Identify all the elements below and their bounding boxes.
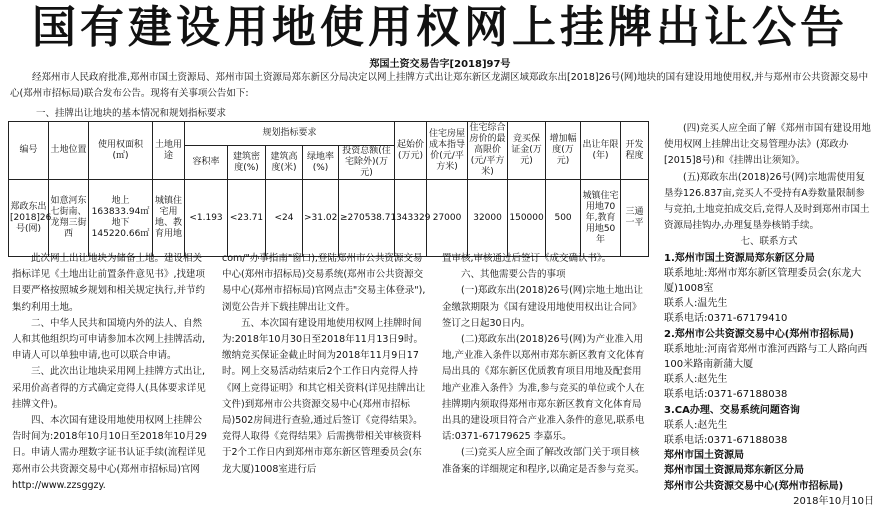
- header-no: 编号: [9, 122, 49, 180]
- contact-org: 1.郑州市国土资源局郑东新区分局: [664, 252, 815, 264]
- header-increment: 增加幅度(万元): [546, 122, 581, 180]
- intro-paragraph: 经郑州市人民政府批准,郑州市国土资源局、郑州市国土资源局郑东新区分局决定以网上挂牌方式出让郑东新区龙湖区域郑政东出[2018]26号(网)地块的国有建设用地使用权,并与郑州市公共资源交易中心(郑州市招标局)联合发布公告。现将有关事项公告如下:: [10, 72, 869, 99]
- contact-person: 联系人:赵先生: [664, 374, 728, 386]
- signature-org: 郑州市公共资源交易中心(郑州市招标局): [664, 480, 844, 492]
- paragraph: 置审核,审核通过后签订《成交确认书》。: [442, 253, 612, 264]
- header-deposit: 竞买保证金(万元): [508, 122, 546, 180]
- header-term: 出让年限(年): [581, 122, 621, 180]
- signature-org: 郑州市国土资源局: [664, 450, 744, 462]
- contact-org: 2.郑州市公共资源交易中心(郑州市招标局): [664, 328, 854, 340]
- notice-title: 国有建设用地使用权网上挂牌出让公告: [32, 2, 848, 53]
- paragraph: (二)郑政东出(2018)26号(网)为产业准入用地,产业准入条件以郑州市郑东新区教育文化体育局出具的《郑东新区优质教育项目用地及配套用地产业准入条件》为准,参与竞买的单位或个人在挂牌期内须取得郑州市郑东新区教育文化体育局出具的建设项目符合产业准入条件的意见,联系电话:0371-67179625 李嘉乐。: [442, 334, 645, 443]
- cell-house-price: 27000: [427, 180, 468, 257]
- header-start-price: 起始价(万元): [395, 122, 427, 180]
- header-planning: 规划指标要求: [185, 122, 395, 146]
- paragraph: (一)郑政东出(2018)26号(网)宗地土地出让金缴款期限为《国有建设用地使用权出让合同》签订之日起30日内。: [442, 285, 644, 329]
- paragraph: 四、本次国有建设用地使用权网上挂牌公告时间为:2018年10月10日至2018年10月29日。申请人需办理数字证书认证手续(流程详见郑州市公共资源交易中心(郑州市招标局)官网http://www.zzsggzy.: [12, 415, 207, 491]
- paragraph: 六、其他需要公告的事项: [461, 269, 566, 281]
- paragraph: 此次网上出让地块为储备土地。建设相关指标详见《土地出让前置条件意见书》,找建项目要严格按照城乡规划和相关规定执行,并节约集约利用土地。: [12, 253, 206, 313]
- text-column-3: [442, 251, 648, 478]
- header-use: 土地用途: [153, 122, 185, 180]
- header-green: 绿地率(%): [303, 146, 339, 180]
- paragraph: (三)竞买人应全面了解改改部门关于项目核准备案的详细规定和程序,以确定是否参与竞买。: [442, 447, 645, 475]
- cell-green: >31.02: [303, 180, 339, 257]
- land-parcel-table: [8, 121, 649, 257]
- contact-address: 联系地址:郑州市郑东新区管理委员会(东龙大厦)1008室: [664, 267, 862, 295]
- header-far: 容积率: [185, 146, 228, 180]
- paragraph: (四)竞买人应全面了解《郑州市国有建设用地使用权网上挂牌出让交易管理办法》(郑政办[2015]8号)和《挂牌出让须知》。: [664, 123, 871, 167]
- text-column-2: [222, 251, 427, 478]
- cell-location: 如意河东七街南、龙翔三街西: [49, 180, 89, 257]
- cell-increment: 500: [546, 180, 581, 257]
- header-height: 建筑高度(米): [266, 146, 303, 180]
- table-row: [9, 180, 649, 257]
- cell-use: 城镇住宅用地、教育用地: [153, 180, 185, 257]
- header-house-price: 住宅房屋成本指导价(元/平方米): [427, 122, 468, 180]
- section-heading: 七、联系方式: [740, 236, 798, 248]
- paragraph: 五、本次国有建设用地使用权网上挂牌时间为:2018年10月30日至2018年11月13日9时。缴纳竞买保证金截止时间为2018年11月9日17时。网上交易活动结束后2个工作日内竞得人持《网上竞得证明》和其它相关资料(详见挂牌出让文件)到郑州市公共资源交易中心(郑州市招标局)502房间进行查验,通过后签订《竞得结果》。竞得人取得《竞得结果》后需携带相关审核资料于2个工作日内到郑州市郑东新区管理委员会(东龙大厦)1008室进行后: [222, 317, 426, 475]
- document-number: 郑国土资交易告字[2018]97号: [369, 59, 511, 70]
- cell-invest: ≥270538.71: [339, 180, 395, 257]
- cell-no: 郑政东出[2018]26号(网): [9, 180, 49, 257]
- cell-term: 城镇住宅用地70年,教育用地50年: [581, 180, 621, 257]
- contact-org: 3.CA办理、交易系统问题咨询: [664, 404, 800, 416]
- signature-org: 郑州市国土资源局郑东新区分局: [664, 465, 804, 477]
- text-column-1: [12, 251, 210, 494]
- paragraph: com/"办事指南"窗口),登陆郑州市公共资源交易中心(郑州市招标局)交易系统(郑州市公共资源交易中心(郑州市招标局)官网点击"交易主体登录"),浏览公告并下载挂牌出让文件。: [222, 253, 426, 313]
- contact-person: 联系人:赵先生: [664, 419, 728, 431]
- cell-condition: 三通一平: [621, 180, 649, 257]
- text-column-4: [664, 121, 874, 509]
- header-area: 使用权面积(㎡): [89, 122, 153, 180]
- cell-deposit: 150000: [508, 180, 546, 257]
- notice-date: 2018年10月10日: [793, 495, 874, 507]
- header-max-price: 住宅综合房价的最高限价(元/平方米): [468, 122, 508, 180]
- cell-area: 地上163833.94㎡地下145220.66㎡: [89, 180, 153, 257]
- contact-phone: 联系电话:0371-67188038: [664, 435, 788, 447]
- paragraph: 三、此次出让地块采用网上挂牌方式出让,采用价高者得的方式确定竞得人(具体要求详见挂牌文件)。: [12, 366, 206, 410]
- header-condition: 开发程度: [621, 122, 649, 180]
- header-density: 建筑密度(%): [228, 146, 266, 180]
- header-invest: 投资总额(住宅除外)(万元): [339, 146, 395, 180]
- cell-far: <1.193: [185, 180, 228, 257]
- contact-phone: 联系电话:0371-67188038: [664, 389, 788, 401]
- cell-height: <24: [266, 180, 303, 257]
- paragraph: (五)郑政东出(2018)26号(网)宗地需使用复垦券126.837亩,竞买人不受持有A券数量限制参与竞拍,土地竞拍成交后,竞得人及时到郑州市国土资源局挂钩办,办理复垦券核销手续。: [664, 171, 870, 232]
- cell-density: <23.71: [228, 180, 266, 257]
- section-heading: 一、挂牌出让地块的基本情况和规划指标要求: [36, 108, 227, 119]
- cell-max-price: 32000: [468, 180, 508, 257]
- paragraph: 二、中华人民共和国境内外的法人、自然人和其他组织均可申请参加本次网上挂牌活动,申请人可以单独申请,也可以联合申请。: [12, 317, 206, 362]
- contact-phone: 联系电话:0371-67179410: [664, 313, 788, 325]
- contact-person: 联系人:温先生: [664, 298, 728, 310]
- header-location: 土地位置: [49, 122, 89, 180]
- cell-start-price: 343329: [395, 180, 427, 257]
- contact-address: 联系地址:河南省郑州市淮河西路与工人路向西100米路南新蒲大厦: [664, 343, 868, 371]
